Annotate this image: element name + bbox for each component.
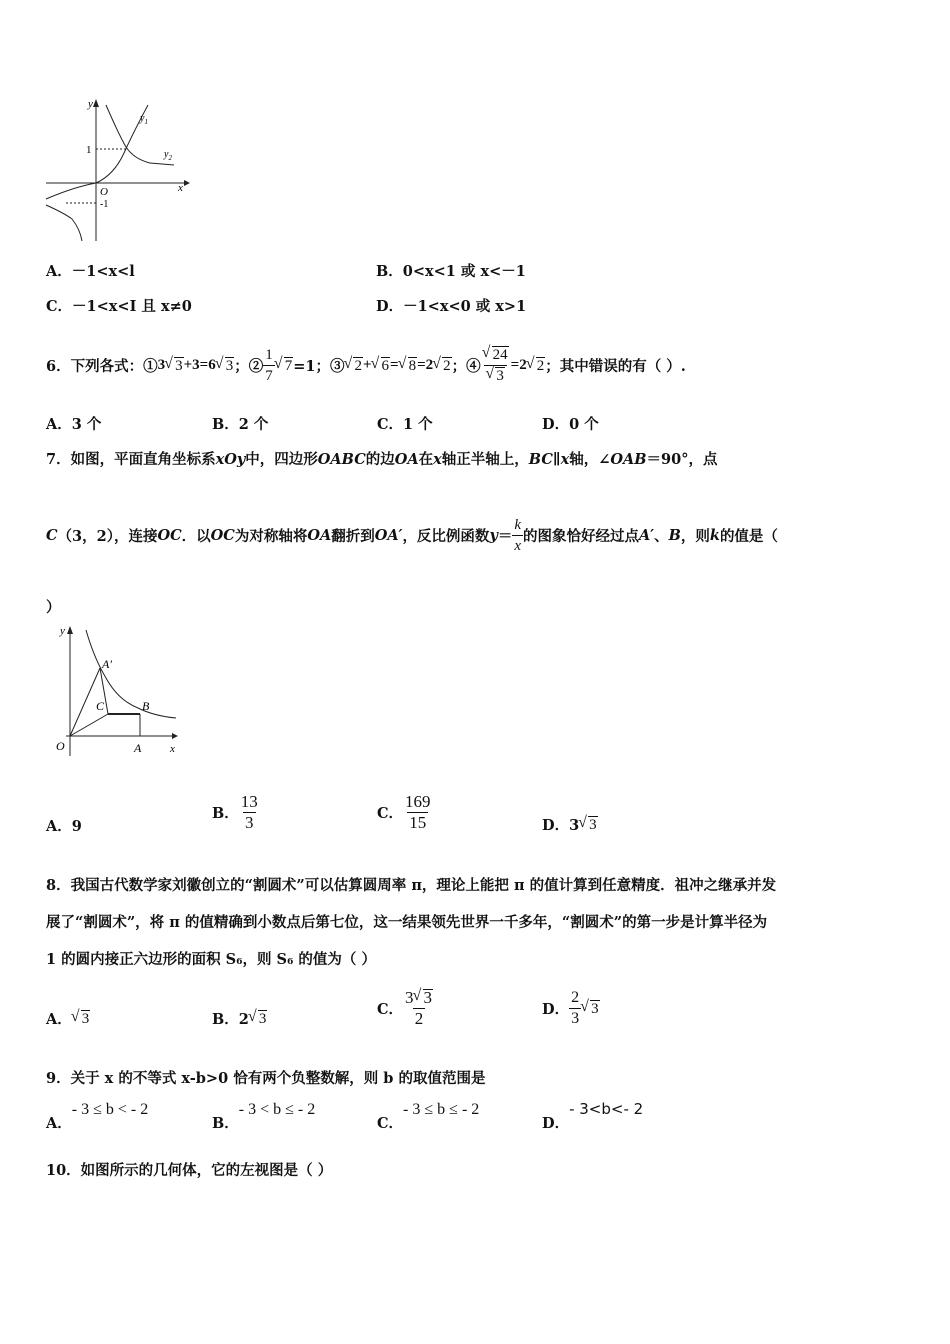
question-8-line-1: 8．我国古代数学家刘徽创立的“割圆术”可以估算圆周率 π，理论上能把 π 的值计算到任意精度．祖冲之继承并发 [46,877,777,894]
question-10: 10．如图所示的几何体，它的左视图是（ ） [46,1162,333,1179]
question-7-line-1: 7．如图，平面直角坐标系xOy中，四边形OABC的边OA在x轴正半轴上，BC∥x轴，∠OAB＝90°，点 [46,451,718,468]
label-a: A [134,741,142,755]
q9-option-b[interactable]: B．- 3 < b ≤ - 2 [212,1101,316,1132]
label-y1: $y_1$ [140,113,148,126]
q7-option-d[interactable]: D．3 √ 3 [542,814,598,835]
q8-option-a[interactable]: A． √ 3 [46,1008,90,1029]
fraction-one-seventh: $\frac{1}{7}$ [265,346,273,384]
fraction-k-over-x: $\frac{k}{x}$ [514,516,522,554]
q8-option-c[interactable]: C． $\frac{3√ 3}{2}$ [377,984,435,1032]
x-axis-arrow [172,733,178,739]
q6-option-c[interactable]: C．1 个 [377,416,433,433]
label-x: x [178,182,183,194]
q6-option-d[interactable]: D．0 个 [542,416,599,433]
label-y2: $y_2$ [164,149,172,162]
q5-option-d[interactable]: D．－1<x<0 或 x>1 [376,298,527,315]
question-8-line-3: 1 的圆内接正六边形的面积 S₆，则 S₆ 的值为（ ） [46,951,376,968]
label-c: C [96,699,105,713]
function-graph-figure [44,95,192,245]
q7-option-b[interactable]: B． $\frac{13}{3}$ [212,791,258,832]
q5-option-a[interactable]: A．－1<x<l [46,263,135,280]
q6-option-b[interactable]: B．2 个 [212,416,269,433]
label-y: y [88,98,93,110]
question-7-line-3: ） [46,599,61,616]
label-y: y [60,625,65,637]
q5-option-b[interactable]: B．0<x<1 或 x<－1 [376,263,526,280]
q6-option-a[interactable]: A．3 个 [46,416,102,433]
label-one: 1 [86,144,92,156]
q9-option-a[interactable]: A．- 3 ≤ b < - 2 [46,1101,149,1132]
q7-option-a[interactable]: A．9 [46,818,82,835]
label-a-prime: A′ [102,657,112,671]
quadrilateral-figure [44,622,184,758]
label-x: x [170,743,175,755]
q9-option-d[interactable]: D．- 3<b<- 2 [542,1100,644,1132]
label-origin: O [100,186,108,198]
question-8-line-2: 展了“割圆术”，将 π 的值精确到小数点后第七位，这一结果领先世界一千多年，“割圆术”的第一步是计算半径为 [46,914,768,931]
fraction-sqrt24-sqrt3: √ 24 √ 3 [481,345,511,386]
question-9: 9．关于 x 的不等式 x-b>0 恰有两个负整数解，则 b 的取值范围是 [46,1070,486,1087]
q8-option-b[interactable]: B．2 √ 3 [212,1008,267,1029]
label-o: O [56,739,65,753]
q7-option-c[interactable]: C． $\frac{169}{15}$ [377,791,431,832]
q8-option-d[interactable]: D． $\frac{2}{3}$ √ 3 [542,984,600,1032]
label-neg-one: -1 [100,199,109,210]
question-6: 6．下列各式：① 3 √ 3 +3=6 √ 3 ；② $\frac{1}{7}$ √ 7 =1；③ √ 2 + √ 6 = √ 8 =2 √ 2 ；④ √ 24 √ 3 =2 √ 2 ；其中错误的有（ ）. [46,340,686,390]
q5-option-c[interactable]: C．－1<x<I 且 x≠0 [46,298,192,315]
question-7-line-2: C （3，2），连接 OC ．以 OC 为对称轴将 OA 翻折到 OA′ ，反比例函数 y ＝ $\frac{k}{x}$ 的图象恰好经过点 A′ 、 B ，则 k 的值是（ [46,516,778,554]
segment-oc [70,714,108,736]
y-axis-arrow [67,626,73,634]
label-b: B [142,699,150,713]
q9-option-c[interactable]: C．- 3 ≤ b ≤ - 2 [377,1101,480,1132]
